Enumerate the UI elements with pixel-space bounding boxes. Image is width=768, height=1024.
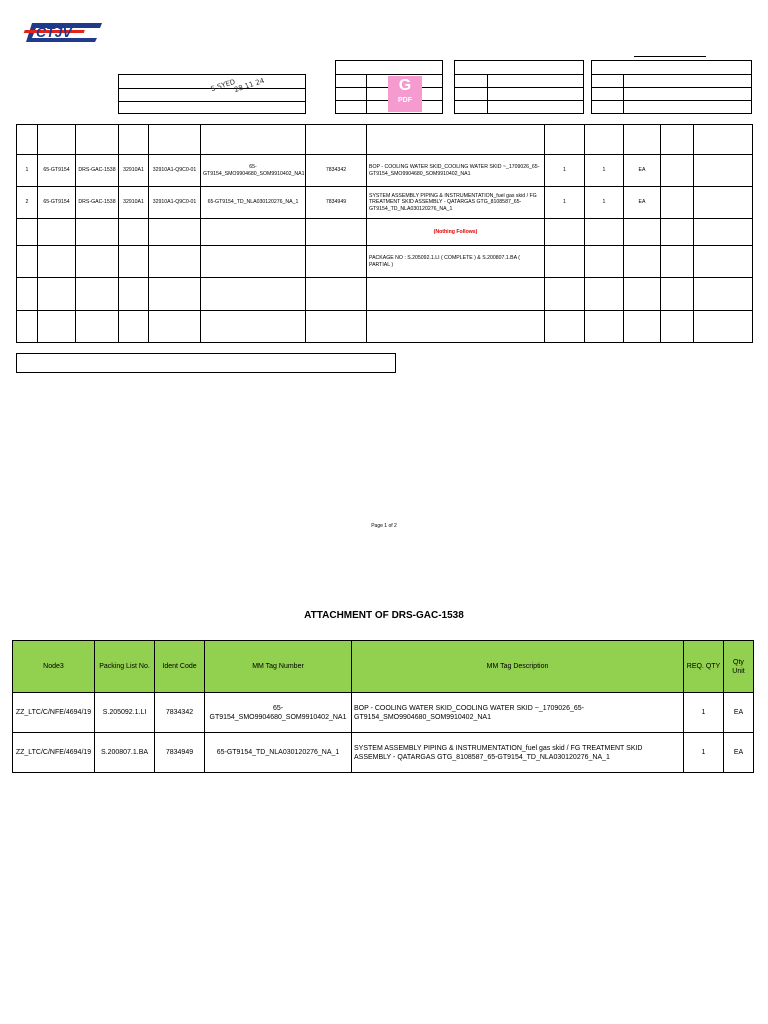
- item-tag: 65-GT9154_TD_NLA030120276_NA_1: [201, 187, 306, 219]
- col-header-mm-tag-number: MM Tag Number: [205, 641, 352, 693]
- item-equipment: 65-GT9154: [38, 155, 76, 187]
- req-qty-cell: 1: [684, 733, 724, 773]
- table-row: [17, 219, 753, 246]
- package-number-note: PACKAGE NO : S.205092.1.LI ( COMPLETE ) & S.200807.1.BA ( PARTIAL ): [367, 246, 545, 278]
- qty-unit-cell: EA: [724, 693, 754, 733]
- company-logo: [22, 20, 104, 44]
- item-no: 2: [17, 187, 38, 219]
- mm-tag-number-cell: 65-GT9154_SMO9904680_SOM9910402_NA1: [205, 693, 352, 733]
- mm-tag-number-cell: 65-GT9154_TD_NLA030120276_NA_1: [205, 733, 352, 773]
- col-header-mm-tag-description: MM Tag Description: [352, 641, 684, 693]
- attachment-title: ATTACHMENT OF DRS-GAC-1538: [304, 610, 464, 621]
- item-ident: 7834342: [306, 155, 367, 187]
- items-table: [16, 124, 753, 343]
- ident-code-cell: 7834342: [155, 693, 205, 733]
- attachment-header-row: [13, 641, 754, 693]
- item-description: SYSTEM ASSEMBLY PIPING & INSTRUMENTATION_fuel gas skid / FG TREATMENT SKID ASSEMBLY - QATARGAS GTG_8108587_65-GT9154_TD_NLA030120276_NA_1: [367, 187, 545, 219]
- handwritten-stamp: S SYED 28 11 24: [209, 76, 266, 95]
- node3-cell: ZZ_LTC/C/NFE/4694/19: [13, 733, 95, 773]
- item-code-a: 32910A1: [119, 155, 149, 187]
- remarks-box: [16, 353, 396, 373]
- item-equipment: 65-GT9154: [38, 187, 76, 219]
- table-row: [17, 278, 753, 311]
- qty-unit-cell: EA: [724, 733, 754, 773]
- item-no: 1: [17, 155, 38, 187]
- item-qty-2: 1: [585, 187, 624, 219]
- col-header-packing-list: Packing List No.: [95, 641, 155, 693]
- attachment-table: [12, 640, 754, 773]
- req-qty-cell: 1: [684, 693, 724, 733]
- ident-code-cell: 7834949: [155, 733, 205, 773]
- item-drs: DRS-GAC-1538: [76, 187, 119, 219]
- col-header-ident-code: Ident Code: [155, 641, 205, 693]
- header-box-4: [591, 60, 752, 114]
- header-box-3: [454, 60, 584, 114]
- header-box-2: [335, 60, 443, 114]
- svg-text:CTJV: CTJV: [36, 24, 72, 40]
- item-ident: 7834949: [306, 187, 367, 219]
- table-row: [17, 155, 753, 187]
- item-description: BOP - COOLING WATER SKID_COOLING WATER SKID ~_1709026_65-GT9154_SMO9904680_SOM9910402_NA1: [367, 155, 545, 187]
- table-row: [17, 311, 753, 343]
- item-code-b: 32910A1-Q9C0-01: [149, 155, 201, 187]
- col-header-node3: Node3: [13, 641, 95, 693]
- pdf-badge-icon: G PDF: [388, 76, 422, 112]
- mm-tag-description-cell: BOP - COOLING WATER SKID_COOLING WATER SKID ~_1709026_65-GT9154_SMO9904680_SOM9910402_NA1: [352, 693, 684, 733]
- item-code-a: 32910A1: [119, 187, 149, 219]
- signature-line: [634, 56, 706, 57]
- item-unit: EA: [624, 187, 661, 219]
- nothing-follows-note: (Nothing Follows): [367, 219, 545, 246]
- table-row: [17, 187, 753, 219]
- item-code-b: 32910A1-Q9C0-01: [149, 187, 201, 219]
- item-drs: DRS-GAC-1538: [76, 155, 119, 187]
- table-row: [13, 693, 754, 733]
- items-header-row: [17, 125, 753, 155]
- packing-list-cell: S.200807.1.BA: [95, 733, 155, 773]
- item-tag: 65-GT9154_SMO9904680_SOM9910402_NA1: [201, 155, 306, 187]
- table-row: [17, 246, 753, 278]
- item-qty: 1: [545, 155, 585, 187]
- col-header-req-qty: REQ. QTY: [684, 641, 724, 693]
- item-qty-2: 1: [585, 155, 624, 187]
- item-unit: EA: [624, 155, 661, 187]
- mm-tag-description-cell: SYSTEM ASSEMBLY PIPING & INSTRUMENTATION_fuel gas skid / FG TREATMENT SKID ASSEMBLY - QATARGAS GTG_8108587_65-GT9154_TD_NLA030120276_NA_1: [352, 733, 684, 773]
- packing-list-cell: S.205092.1.LI: [95, 693, 155, 733]
- page-number: Page 1 of 2: [371, 523, 397, 529]
- node3-cell: ZZ_LTC/C/NFE/4694/19: [13, 693, 95, 733]
- header-box-signature: [118, 74, 306, 114]
- item-qty: 1: [545, 187, 585, 219]
- table-row: [13, 733, 754, 773]
- col-header-qty-unit: Qty Unit: [724, 641, 754, 693]
